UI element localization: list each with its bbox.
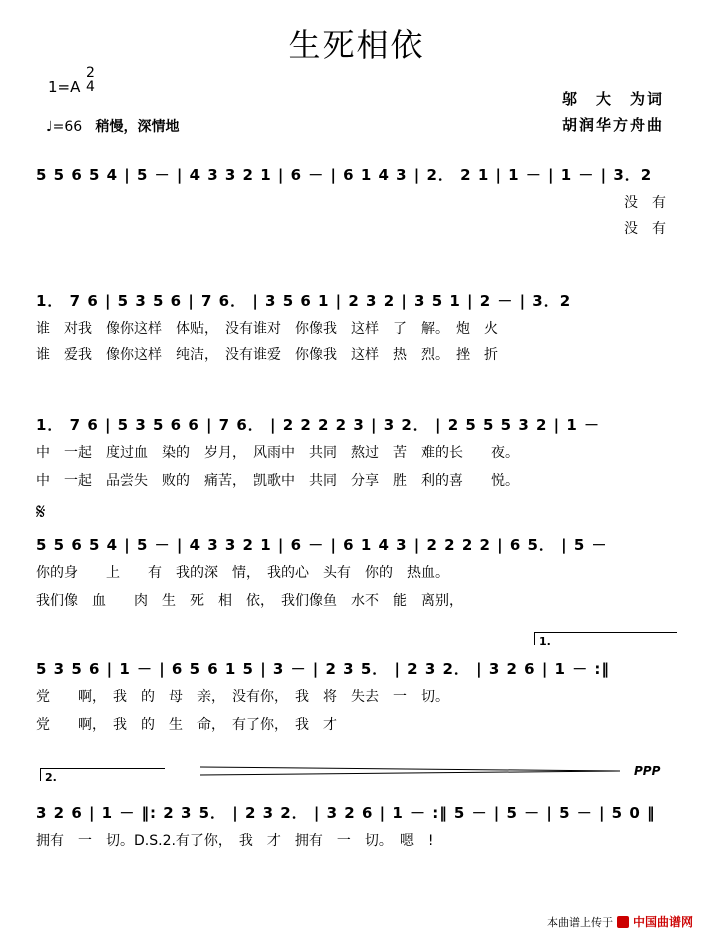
key-signature: 1=A — [48, 78, 81, 96]
notation-line-3: 1． 7 6 | 5 3 5 6 6 | 7 6． | 2 2 2 2 3 | 3 2． | 2 5 5 5 3 2 | 1 － — [36, 416, 601, 434]
notation-line-6: 3 2 6 | 1 － ‖: 2 3 5． | 2 3 2． | 3 2 6 | 1 － :‖ 5 － | 5 － | 5 － | 5 0 ‖ — [36, 804, 656, 822]
lyric-line-1b: 没 有 — [624, 221, 666, 237]
lyric-line-5a: 党 啊， 我 的 母 亲， 没有你， 我 将 失去 一 切。 — [36, 689, 449, 705]
lyric-line-5b: 党 啊， 我 的 生 命， 有了你， 我 才 — [36, 717, 337, 733]
time-signature-top: 2 — [86, 65, 95, 81]
decrescendo-hairpin — [200, 764, 620, 778]
volta-2-label: 2. — [45, 771, 57, 784]
lyric-line-6a: 拥有 一 切。D.S.2.有了你， 我 才 拥有 一 切。 嗯 ! — [36, 833, 434, 849]
page-title: 生死相依 — [288, 26, 425, 64]
lyric-line-3a: 中 一起 度过血 染的 岁月， 风雨中 共同 熬过 苦 难的长 夜。 — [36, 445, 519, 461]
time-signature-bottom: 4 — [86, 79, 95, 95]
notation-line-2: 1． 7 6 | 5 3 5 6 | 7 6． | 3 5 6 1 | 2 3 2 | 3 5 1 | 2 － | 3．2 — [36, 292, 572, 310]
lyricist-credit: 邬 大 为词 — [562, 90, 665, 108]
lyric-line-2b: 谁 爱我 像你这样 纯洁， 没有谁爱 你像我 这样 热 烈。 挫 折 — [36, 347, 498, 363]
lyric-line-1a: 没 有 — [624, 195, 666, 211]
tempo-marking — [46, 116, 180, 136]
notation-line-5: 5 3 5 6 | 1 － | 6 5 6 1 5 | 3 － | 2 3 5． | 2 3 2． | 3 2 6 | 1 － :‖ — [36, 660, 610, 678]
volta-bracket-1 — [534, 632, 677, 648]
tempo-value: =66 — [52, 119, 83, 135]
composer-credit: 胡润华方舟曲 — [562, 116, 665, 134]
lyric-line-3b: 中 一起 品尝失 败的 痛苦， 凯歌中 共同 分享 胜 利的喜 悦。 — [36, 473, 519, 489]
time-signature — [86, 66, 95, 94]
quarter-note-icon: ♩ — [46, 119, 53, 135]
lyric-line-4a: 你的身 上 有 我的深 情， 我的心 头有 你的 热血。 — [36, 565, 449, 581]
notation-line-4: 5 5 6 5 4 | 5 － | 4 3 3 2 1 | 6 － | 6 1 4 3 | 2 2 2 2 | 6 5． | 5 － — [36, 536, 608, 554]
dynamic-marking: PPP — [634, 764, 661, 778]
footer-prefix: 本曲谱上传于 — [546, 915, 613, 929]
lyric-line-4b: 我们像 血 肉 生 死 相 依， 我们像鱼 水不 能 离别， — [36, 593, 463, 609]
footer-site: 中国曲谱网 — [632, 915, 693, 929]
footer-credit — [547, 913, 693, 930]
volta-bracket-2 — [40, 768, 165, 784]
volta-1-label: 1. — [539, 635, 551, 648]
expression-text: 稍慢，深情地 — [95, 119, 180, 135]
segno-icon: 𝄋 — [36, 500, 46, 525]
site-logo-icon — [617, 916, 629, 928]
lyric-line-2a: 谁 对我 像你这样 体贴， 没有谁对 你像我 这样 了 解。 炮 火 — [36, 321, 498, 337]
notation-line-1: 5 5 6 5 4 | 5 － | 4 3 3 2 1 | 6 － | 6 1 4 3 | 2． 2 1 | 1 － | 1 － | 3．2 — [36, 166, 653, 184]
